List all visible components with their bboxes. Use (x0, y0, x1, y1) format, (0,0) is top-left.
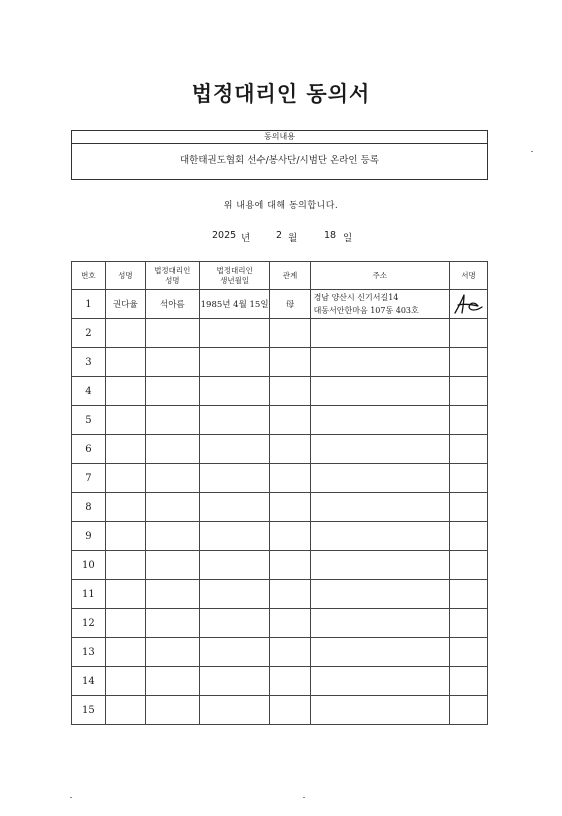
row-relation (270, 377, 310, 406)
row-name (105, 609, 145, 638)
row-name: 권다율 (105, 290, 145, 319)
header-no: 번호 (72, 262, 106, 290)
date-month-unit: 월 (288, 233, 298, 244)
row-relation (270, 435, 310, 464)
table-row (72, 377, 488, 406)
header-guardian-name: 법정대리인 성명 (145, 262, 199, 290)
row-number: 14 (72, 667, 106, 696)
row-signature (449, 377, 487, 406)
table-row (72, 638, 488, 667)
row-number: 3 (72, 348, 106, 377)
row-number: 15 (72, 696, 106, 725)
date-line (0, 230, 562, 244)
row-relation (270, 696, 310, 725)
row-signature (449, 406, 487, 435)
row-guardian-name (145, 493, 199, 522)
row-name (105, 522, 145, 551)
row-name (105, 667, 145, 696)
row-signature (449, 435, 487, 464)
row-relation: 母 (270, 290, 310, 319)
table-row (72, 522, 488, 551)
guardian-roster-table (71, 261, 488, 725)
row-number: 5 (72, 406, 106, 435)
header-name: 성명 (105, 262, 145, 290)
table-header-row (72, 262, 488, 290)
row-address (310, 464, 449, 493)
table-row (72, 580, 488, 609)
consent-box (71, 130, 488, 180)
row-number: 2 (72, 319, 106, 348)
row-address (310, 696, 449, 725)
row-guardian-birth (199, 667, 270, 696)
scan-speck (70, 797, 72, 798)
signature-mark (452, 292, 484, 316)
date-year-unit: 년 (241, 233, 251, 244)
row-guardian-birth (199, 522, 270, 551)
row-guardian-birth (199, 348, 270, 377)
row-guardian-name (145, 377, 199, 406)
row-relation (270, 406, 310, 435)
row-relation (270, 609, 310, 638)
row-guardian-name (145, 551, 199, 580)
row-guardian-name (145, 609, 199, 638)
row-guardian-name: 석아름 (145, 290, 199, 319)
table-row (72, 696, 488, 725)
row-address (310, 290, 449, 319)
date-day-unit: 일 (343, 233, 353, 244)
row-signature (449, 319, 487, 348)
row-signature (449, 667, 487, 696)
row-name (105, 493, 145, 522)
header-signature: 서명 (449, 262, 487, 290)
table-row (72, 348, 488, 377)
row-signature (449, 551, 487, 580)
row-signature (449, 290, 487, 319)
consent-header: 동의내용 (72, 131, 487, 144)
row-address (310, 348, 449, 377)
row-guardian-name (145, 435, 199, 464)
row-number: 11 (72, 580, 106, 609)
row-guardian-birth: 1985년 4월 15일 (199, 290, 270, 319)
row-guardian-birth (199, 406, 270, 435)
row-number: 9 (72, 522, 106, 551)
row-guardian-name (145, 464, 199, 493)
row-guardian-name (145, 406, 199, 435)
row-guardian-name (145, 696, 199, 725)
table-row (72, 406, 488, 435)
table-row (72, 435, 488, 464)
table-row (72, 667, 488, 696)
row-relation (270, 522, 310, 551)
table-row (72, 551, 488, 580)
row-number: 10 (72, 551, 106, 580)
row-guardian-birth (199, 377, 270, 406)
row-relation (270, 638, 310, 667)
scan-speck (531, 151, 533, 152)
row-signature (449, 696, 487, 725)
row-guardian-name (145, 319, 199, 348)
row-signature (449, 348, 487, 377)
row-name (105, 348, 145, 377)
row-guardian-birth (199, 580, 270, 609)
row-name (105, 638, 145, 667)
header-address: 주소 (310, 262, 449, 290)
row-number: 8 (72, 493, 106, 522)
agreement-statement: 위 내용에 대해 동의합니다. (223, 201, 339, 211)
row-address (310, 493, 449, 522)
row-number: 13 (72, 638, 106, 667)
row-name (105, 406, 145, 435)
row-address (310, 377, 449, 406)
table-row (72, 609, 488, 638)
row-number: 1 (72, 290, 106, 319)
row-guardian-birth (199, 493, 270, 522)
row-number: 12 (72, 609, 106, 638)
row-name (105, 319, 145, 348)
row-relation (270, 348, 310, 377)
row-relation (270, 580, 310, 609)
row-guardian-birth (199, 319, 270, 348)
row-address-line2: 대동서안한마음 107동 403호 (313, 306, 419, 315)
scan-speck (303, 797, 305, 798)
row-number: 7 (72, 464, 106, 493)
table-row (72, 290, 488, 319)
row-number: 4 (72, 377, 106, 406)
header-guardian-birth: 법정대리인 생년월일 (199, 262, 270, 290)
date-month: 2 (276, 230, 283, 241)
row-guardian-birth (199, 464, 270, 493)
row-relation (270, 319, 310, 348)
row-relation (270, 667, 310, 696)
row-name (105, 464, 145, 493)
row-address (310, 435, 449, 464)
row-address (310, 319, 449, 348)
row-guardian-name (145, 580, 199, 609)
row-signature (449, 609, 487, 638)
row-guardian-birth (199, 696, 270, 725)
row-number: 6 (72, 435, 106, 464)
row-guardian-birth (199, 609, 270, 638)
row-signature (449, 638, 487, 667)
row-address (310, 551, 449, 580)
row-guardian-birth (199, 551, 270, 580)
row-signature (449, 493, 487, 522)
header-relation: 관계 (270, 262, 310, 290)
row-guardian-name (145, 638, 199, 667)
row-name (105, 377, 145, 406)
row-name (105, 551, 145, 580)
row-address (310, 406, 449, 435)
row-address-line1: 경남 양산시 신기서길14 (313, 293, 399, 302)
row-signature (449, 464, 487, 493)
row-address (310, 522, 449, 551)
table-row (72, 319, 488, 348)
row-address (310, 667, 449, 696)
row-signature (449, 522, 487, 551)
row-address (310, 638, 449, 667)
row-guardian-birth (199, 435, 270, 464)
row-guardian-name (145, 348, 199, 377)
row-relation (270, 551, 310, 580)
row-guardian-name (145, 522, 199, 551)
row-signature (449, 580, 487, 609)
date-day: 18 (324, 230, 337, 241)
consent-content: 대한태권도협회 선수/봉사단/시범단 온라인 등록 (179, 155, 379, 166)
table-row (72, 464, 488, 493)
date-year: 2025 (212, 230, 237, 241)
row-name (105, 435, 145, 464)
row-name (105, 580, 145, 609)
row-relation (270, 493, 310, 522)
row-relation (270, 464, 310, 493)
table-row (72, 493, 488, 522)
row-name (105, 696, 145, 725)
row-address (310, 580, 449, 609)
row-guardian-birth (199, 638, 270, 667)
document-title: 법정대리인 동의서 (191, 82, 371, 106)
row-guardian-name (145, 667, 199, 696)
row-address (310, 609, 449, 638)
